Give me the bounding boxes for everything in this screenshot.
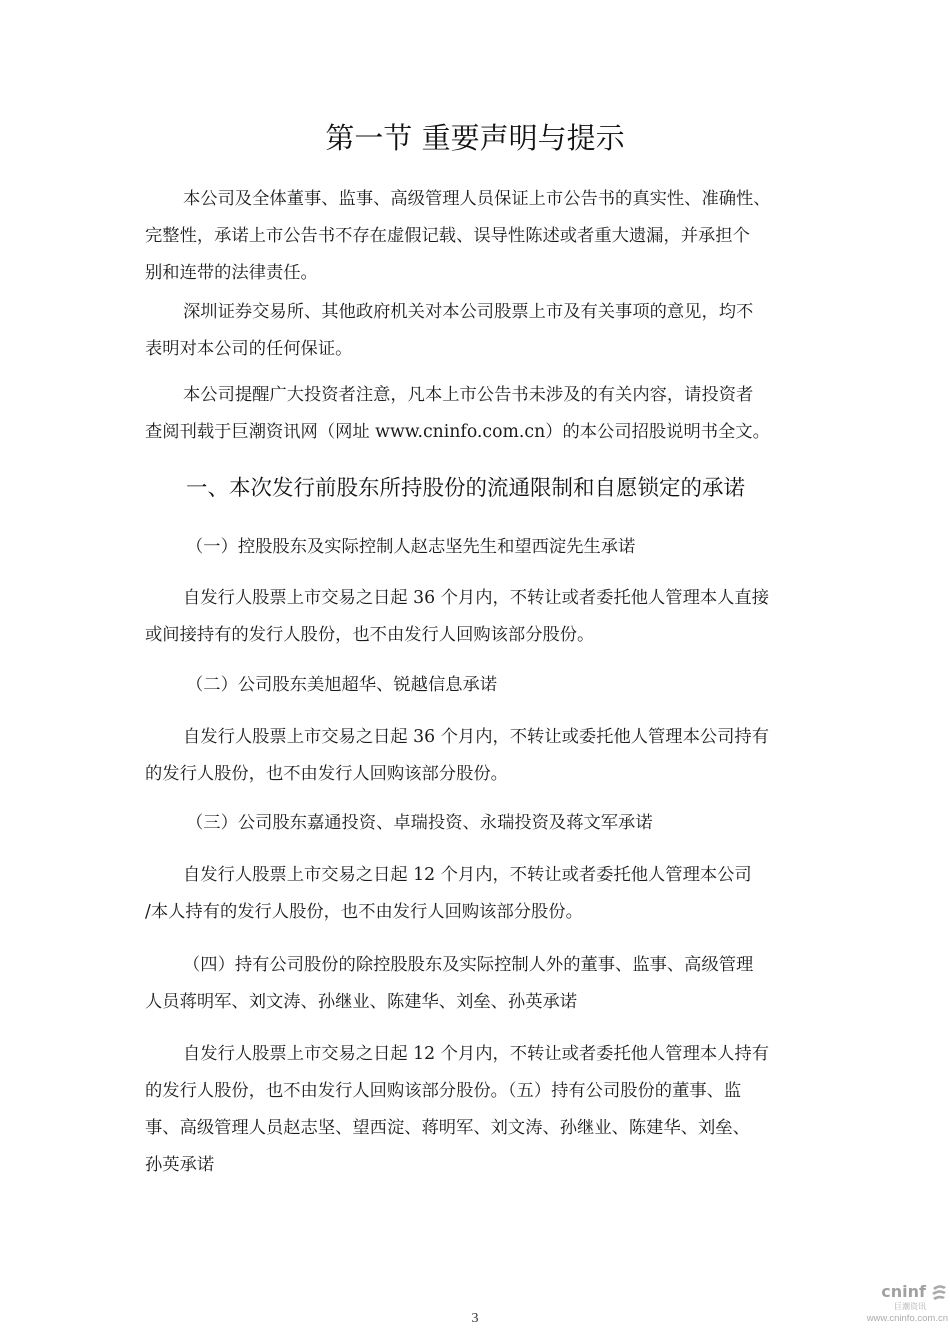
- subsection-heading-3: （三）公司股东嘉通投资、卓瑞投资、永瑞投资及蒋文军承诺: [186, 813, 653, 833]
- paragraph-line: 别和连带的法律责任。: [145, 263, 318, 283]
- subsection-body-2: [145, 719, 825, 793]
- paragraph-line: 自发行人股票上市交易之日起 36 个月内，不转让或委托他人管理本公司持有: [183, 727, 769, 747]
- watermark-chinese-name: 巨潮资讯: [894, 1302, 926, 1311]
- paragraph-line: 事、高级管理人员赵志坚、望西淀、蒋明军、刘文涛、孙继业、陈建华、刘垒、: [145, 1118, 750, 1138]
- heading-line: （四）持有公司股份的除控股股东及实际控制人外的董事、监事、高级管理: [183, 955, 754, 975]
- page-title: 第一节 重要声明与提示: [325, 121, 625, 155]
- paragraph-line: 完整性，承诺上市公告书不存在虚假记载、误导性陈述或者重大遗漏，并承担个: [145, 226, 750, 246]
- watermark-brand: cninf: [881, 1282, 926, 1301]
- subsection-body-4: [145, 1036, 825, 1184]
- subsection-body-1: [145, 580, 825, 654]
- paragraph-line: 表明对本公司的任何保证。: [145, 339, 353, 359]
- page-number: 3: [471, 1311, 479, 1326]
- paragraph-line: 自发行人股票上市交易之日起 36 个月内，不转让或者委托他人管理本人直接: [183, 588, 769, 608]
- paragraph-line: 的发行人股份，也不由发行人回购该部分股份。: [145, 764, 508, 784]
- subsection-heading-1: （一）控股股东及实际控制人赵志坚先生和望西淀先生承诺: [186, 537, 636, 557]
- paragraph-line: 孙英承诺: [145, 1155, 215, 1175]
- paragraph-line: 查阅刊载于巨潮资讯网（网址 www.cninfo.com.cn）的本公司招股说明书全文。: [145, 422, 770, 442]
- section-heading: 一、本次发行前股东所持股份的流通限制和自愿锁定的承诺: [186, 476, 746, 501]
- paragraph-line: 自发行人股票上市交易之日起 12 个月内，不转让或者委托他人管理本公司: [183, 865, 752, 885]
- statement-paragraph-1: [145, 181, 825, 292]
- paragraph-line: 或间接持有的发行人股份，也不由发行人回购该部分股份。: [145, 625, 595, 645]
- statement-paragraph-3: [145, 377, 825, 451]
- cninfo-logo-icon: [930, 1284, 948, 1300]
- subsection-body-3: [145, 857, 825, 931]
- watermark-url: www.cninfo.com.cn: [866, 1313, 948, 1324]
- statement-paragraph-2: [145, 294, 825, 368]
- heading-line: 人员蒋明军、刘文涛、孙继业、陈建华、刘垒、孙英承诺: [145, 992, 578, 1012]
- paragraph-line: 本公司提醒广大投资者注意，凡本上市公告书未涉及的有关内容，请投资者: [183, 385, 754, 405]
- paragraph-line: 自发行人股票上市交易之日起 12 个月内，不转让或者委托他人管理本人持有: [183, 1044, 769, 1064]
- subsection-heading-2: （二）公司股东美旭超华、锐越信息承诺: [186, 675, 498, 695]
- paragraph-line: 深圳证券交易所、其他政府机关对本公司股票上市及有关事项的意见，均不: [183, 302, 754, 322]
- paragraph-line: 的发行人股份，也不由发行人回购该部分股份。（五）持有公司股份的董事、监: [145, 1081, 742, 1101]
- paragraph-line: 本公司及全体董事、监事、高级管理人员保证上市公告书的真实性、准确性、: [183, 189, 771, 209]
- subsection-heading-4: [145, 947, 825, 1021]
- paragraph-line: /本人持有的发行人股份，也不由发行人回购该部分股份。: [145, 902, 583, 922]
